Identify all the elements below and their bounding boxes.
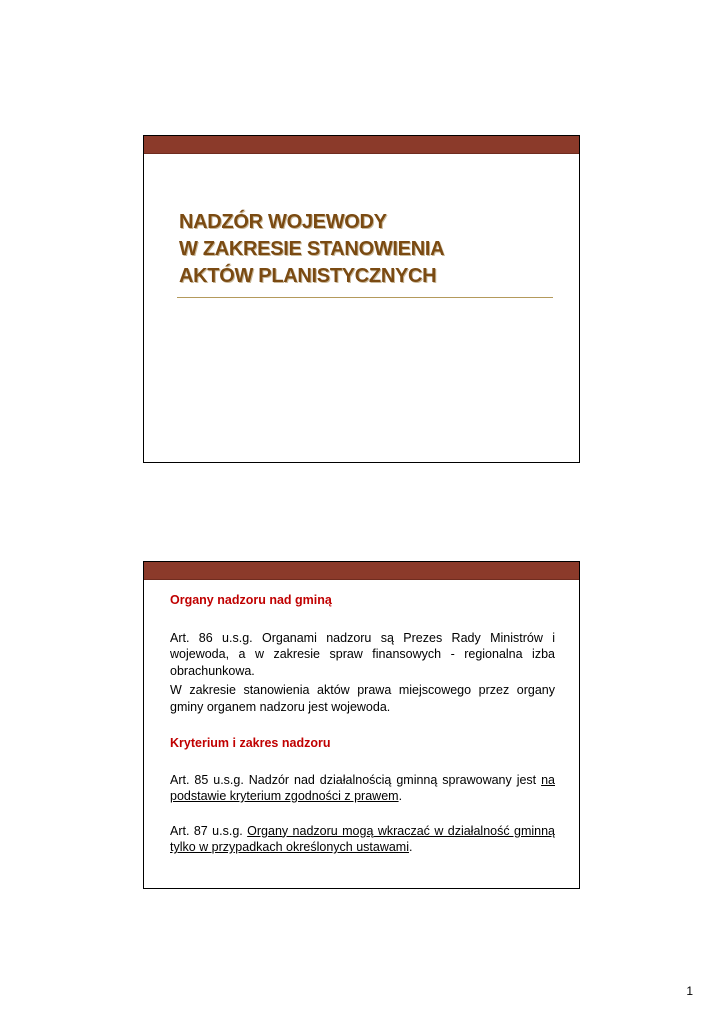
art-87-underlined: Organy nadzoru mogą wkraczać w działalność gminną tylko w przypadkach określonych ustawami	[170, 823, 555, 854]
art-87-suffix: .	[409, 840, 413, 854]
heading-criteria-scope: Kryterium i zakres nadzoru	[170, 736, 331, 750]
heading-supervisory-bodies: Organy nadzoru nad gminą	[170, 593, 332, 607]
slide-title	[143, 135, 580, 463]
slide-title-text	[179, 209, 444, 290]
title-underline-rule	[177, 297, 553, 298]
art-87-text: Art. 87 u.s.g.	[170, 823, 248, 838]
slide-header-bar	[144, 562, 579, 580]
paragraph-local-law: W zakresie stanowienia aktów prawa miejscowego przez organy gminy organem nadzoru jest wojewoda.	[170, 683, 555, 714]
title-line-1: NADZÓR WOJEWODY	[179, 211, 387, 233]
title-line-2: W ZAKRESIE STANOWIENIA	[179, 238, 445, 260]
slide-content-body	[170, 592, 555, 856]
paragraph-art-86: Art. 86 u.s.g. Organami nadzoru są Prezes Rady Ministrów i wojewoda, a w zakresie spraw finansowych - regionalna izba obrachunkowa.	[170, 630, 555, 678]
art-85-underlined: na podstawie kryterium zgodności z prawem	[170, 772, 555, 803]
art-85-suffix: .	[398, 789, 403, 803]
slide-content	[143, 561, 580, 889]
page-number: 1	[686, 984, 693, 998]
paragraph-art-85	[170, 772, 555, 805]
slide-header-bar	[144, 136, 579, 154]
title-line-3: AKTÓW PLANISTYCZNYCH	[179, 265, 437, 287]
paragraph-art-87	[170, 823, 555, 856]
art-85-text: Art. 85 u.s.g. Nadzór nad działalnością gminną sprawowany jest	[170, 772, 542, 787]
